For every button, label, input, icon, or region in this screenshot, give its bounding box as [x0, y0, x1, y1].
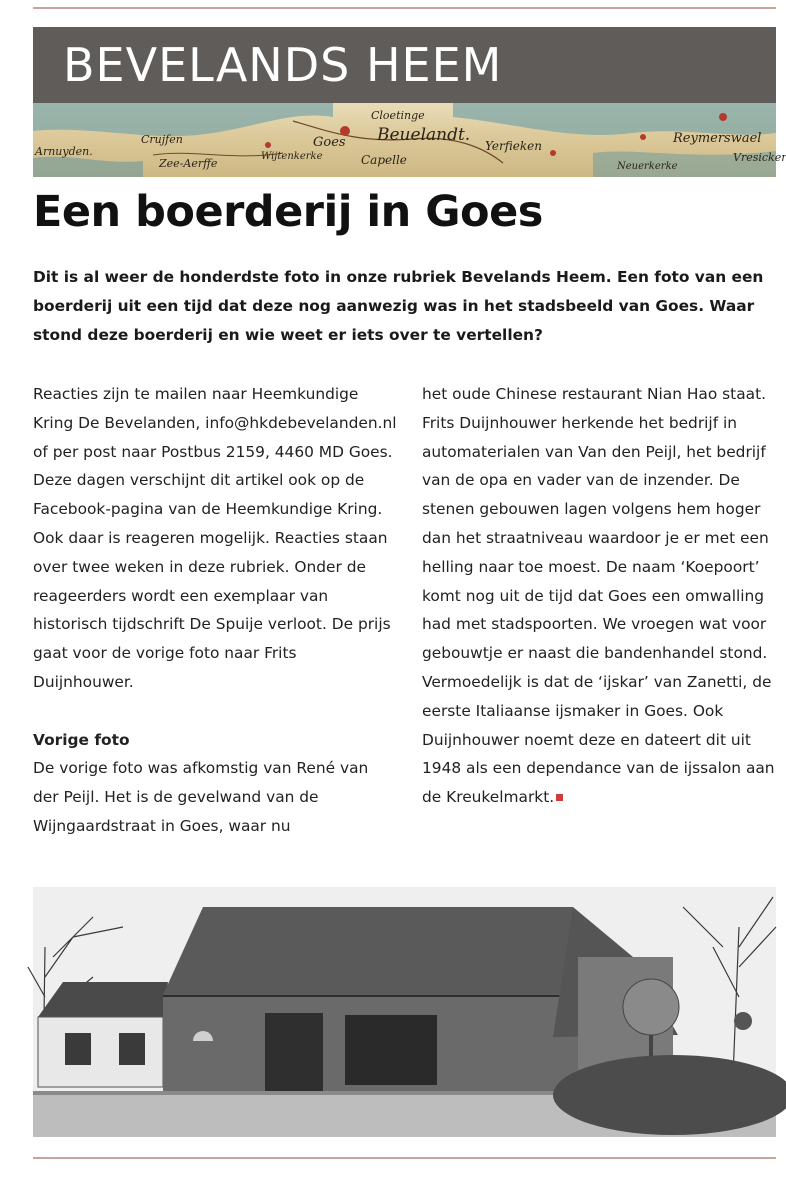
- map-label: Vresicker: [733, 151, 786, 164]
- map-label: Arnuyden.: [35, 145, 93, 158]
- farmhouse-photo-drawing: [33, 887, 776, 1137]
- map-label: Cloetinge: [371, 109, 425, 122]
- paragraph-spacer: [33, 697, 398, 726]
- body-paragraph: het oude Chinese restaurant Nian Hao staat. Frits Duijnhouwer herkende het bedrijf in automaterialen van Van den Peijl, het bedrijf van de opa en vader van de inzender. De stenen gebouwen lagen volgens hem hoger dan het straatniveau waardoor je er met een helling naar toe moest. De naam ‘Koepoort’ komt nog uit de tijd dat Goes een omwalling had met stadspoorten. We vroegen wat voor gebouwtje er naast die bandenhandel stond. Vermoedelijk is dat de ‘ijskar’ van Zanetti, de eerste Italiaanse ijsmaker in Goes. Ook Duijnhouwer noemt deze en dateert dit uit 1948 als een dependance van de ijssalon aan de Kreukelmarkt.: [422, 385, 775, 807]
- article-column-right: [422, 380, 776, 812]
- top-divider: [33, 7, 776, 9]
- map-label: Yerfieken: [485, 139, 542, 153]
- map-label: Capelle: [361, 153, 407, 167]
- historic-map-image: [33, 103, 786, 177]
- article-column-left: [33, 380, 398, 841]
- map-label: Zee-Aerffe: [159, 157, 218, 170]
- map-label: Crujfen: [141, 133, 183, 146]
- body-paragraph: Reacties zijn te mailen naar Heemkundige Kring De Bevelanden, info@hkdebevelanden.nl of per post naar Postbus 2159, 4460 MD Goes. Deze dagen verschijnt dit artikel ook op de Facebook-pagina van de Heemkundige Kring. Ook daar is reageren mogelijk. Reacties staan over twee weken in deze rubriek. Onder de reageerders wordt een exemplaar van historisch tijdschrift De Spuije verloot. De prijs gaat voor de vorige foto naar Frits Duijnhouwer.: [33, 385, 397, 691]
- subheading-previous-photo: Vorige foto: [33, 730, 130, 749]
- map-label: Neuerkerke: [617, 161, 678, 172]
- map-label: Beuelandt.: [377, 125, 471, 145]
- section-title: BEVELANDS HEEM: [63, 38, 503, 92]
- bottom-divider: [33, 1157, 776, 1159]
- article-intro: Dit is al weer de honderdste foto in onze rubriek Bevelands Heem. Een foto van een boerderij uit een tijd dat deze nog aanwezig was in het stadsbeeld van Goes. Waar stond deze boerderij en wie weet er iets over te vertellen?: [33, 268, 764, 344]
- body-paragraph: De vorige foto was afkomstig van René van der Peijl. Het is de gevelwand van de Wijngaardstraat in Goes, waar nu: [33, 759, 369, 835]
- map-label: Reymerswael: [673, 131, 762, 146]
- article-headline: Een boerderij in Goes: [33, 187, 543, 237]
- map-label: Goes: [313, 135, 346, 150]
- section-banner: [33, 27, 776, 103]
- map-label: Wijtenkerke: [261, 151, 323, 162]
- end-of-article-mark: [556, 794, 563, 801]
- farmhouse-photo: [33, 887, 776, 1137]
- body-paragraph-container: [422, 380, 776, 812]
